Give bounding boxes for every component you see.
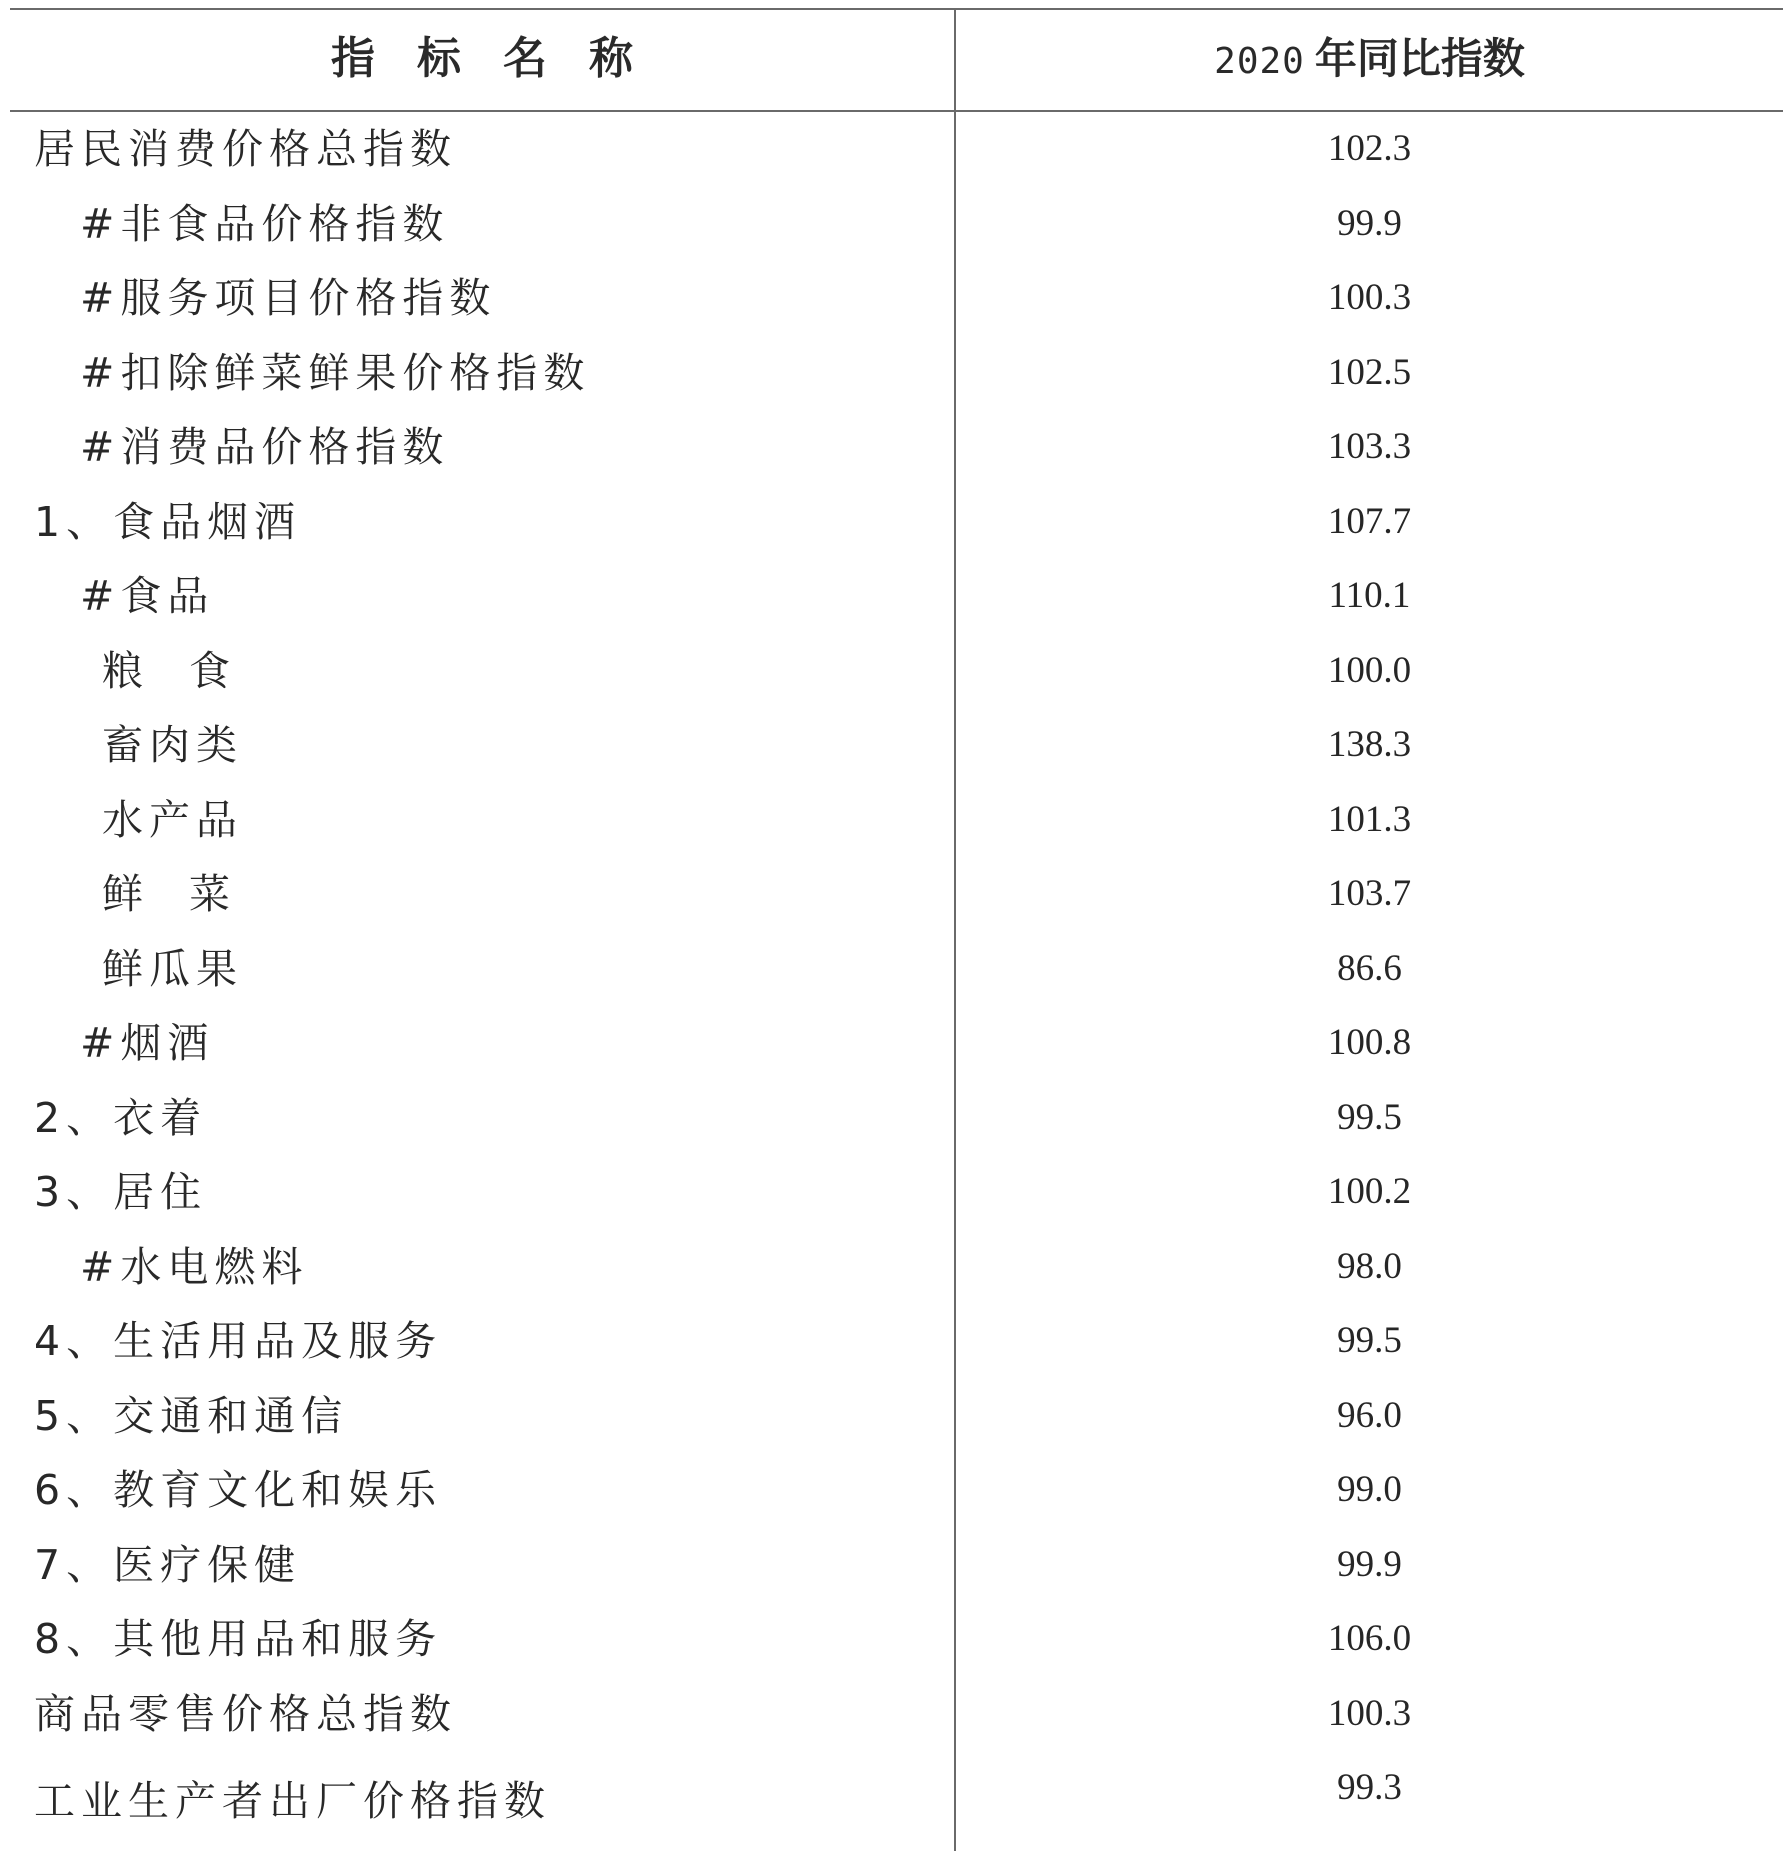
indicator-name: 居民消费价格总指数 bbox=[34, 125, 457, 173]
indicator-name: #烟酒 bbox=[80, 1019, 215, 1067]
table-row bbox=[10, 708, 1783, 783]
table-row bbox=[10, 1081, 1783, 1156]
column-header-name: 指标名称 bbox=[331, 33, 675, 84]
table-row bbox=[10, 187, 1783, 262]
indicator-name: #服务项目价格指数 bbox=[80, 274, 497, 322]
table-row bbox=[10, 1751, 1783, 1841]
table-row bbox=[10, 1453, 1783, 1528]
table-body bbox=[10, 112, 1783, 1841]
column-header-value bbox=[956, 8, 1783, 110]
indicator-name: 畜肉类 bbox=[102, 721, 243, 769]
column-header-year: 2020 bbox=[1214, 41, 1305, 82]
index-value: 99.0 bbox=[1337, 1469, 1402, 1510]
indicator-name: 鲜菜 bbox=[102, 870, 276, 918]
index-value: 99.9 bbox=[1337, 202, 1402, 244]
table-header bbox=[10, 8, 1783, 110]
index-value: 98.0 bbox=[1337, 1245, 1402, 1287]
index-value: 99.9 bbox=[1337, 1543, 1402, 1585]
table-row bbox=[10, 1304, 1783, 1379]
table-row bbox=[10, 1528, 1783, 1603]
index-value: 106.0 bbox=[1327, 1618, 1412, 1659]
indicator-name: 鲜瓜果 bbox=[102, 944, 243, 993]
table-row bbox=[10, 485, 1783, 560]
table-row bbox=[10, 1006, 1783, 1081]
table-row bbox=[10, 932, 1783, 1007]
indicator-name: #水电燃料 bbox=[80, 1242, 309, 1291]
indicator-name: #食品 bbox=[80, 572, 215, 620]
index-value: 100.3 bbox=[1327, 277, 1412, 318]
index-value: 99.5 bbox=[1337, 1320, 1402, 1361]
index-value: 100.0 bbox=[1327, 649, 1412, 691]
table-row bbox=[10, 1155, 1783, 1230]
table-row bbox=[10, 1230, 1783, 1305]
index-value: 102.5 bbox=[1327, 351, 1412, 393]
table-row bbox=[10, 857, 1783, 932]
table-row bbox=[10, 1602, 1783, 1677]
index-value: 86.6 bbox=[1337, 947, 1402, 989]
indicator-name: 4、生活用品及服务 bbox=[34, 1317, 443, 1365]
indicator-name: 1、食品烟酒 bbox=[34, 497, 302, 546]
table-row bbox=[10, 634, 1783, 709]
index-value: 103.7 bbox=[1327, 873, 1412, 914]
price-index-table bbox=[10, 8, 1783, 1851]
index-value: 110.1 bbox=[1328, 575, 1411, 616]
index-value: 99.3 bbox=[1337, 1767, 1402, 1808]
indicator-name: 水产品 bbox=[102, 795, 243, 844]
table-row bbox=[10, 112, 1783, 187]
indicator-name: 2、衣着 bbox=[34, 1093, 208, 1142]
indicator-name: 8、其他用品和服务 bbox=[34, 1615, 443, 1663]
indicator-name: 7、医疗保健 bbox=[34, 1540, 302, 1589]
table-row bbox=[10, 1379, 1783, 1454]
index-value: 99.5 bbox=[1337, 1096, 1402, 1138]
index-value: 100.3 bbox=[1327, 1692, 1412, 1734]
table-row bbox=[10, 1677, 1783, 1752]
table-row bbox=[10, 410, 1783, 485]
table-row bbox=[10, 783, 1783, 858]
indicator-name: #消费品价格指数 bbox=[80, 423, 450, 471]
index-value: 107.7 bbox=[1327, 500, 1412, 542]
column-header-value-label: 年同比指数 bbox=[1314, 34, 1525, 83]
indicator-name: 5、交通和通信 bbox=[34, 1391, 349, 1440]
index-value: 100.8 bbox=[1327, 1022, 1412, 1063]
indicator-name: 商品零售价格总指数 bbox=[34, 1689, 457, 1738]
indicator-name: #扣除鲜菜鲜果价格指数 bbox=[80, 348, 591, 397]
index-value: 100.2 bbox=[1327, 1171, 1412, 1212]
index-value: 101.3 bbox=[1327, 798, 1412, 840]
table-row bbox=[10, 559, 1783, 634]
index-value: 96.0 bbox=[1337, 1394, 1402, 1436]
index-value: 138.3 bbox=[1327, 724, 1412, 765]
indicator-name: 粮食 bbox=[102, 646, 276, 695]
index-value: 103.3 bbox=[1327, 426, 1412, 467]
index-value: 102.3 bbox=[1327, 128, 1412, 169]
table-row bbox=[10, 261, 1783, 336]
table-row bbox=[10, 336, 1783, 411]
indicator-name: 3、居住 bbox=[34, 1168, 208, 1216]
indicator-name: 工业生产者出厂价格指数 bbox=[34, 1777, 551, 1825]
indicator-name: #非食品价格指数 bbox=[80, 199, 450, 248]
indicator-name: 6、教育文化和娱乐 bbox=[34, 1466, 443, 1514]
